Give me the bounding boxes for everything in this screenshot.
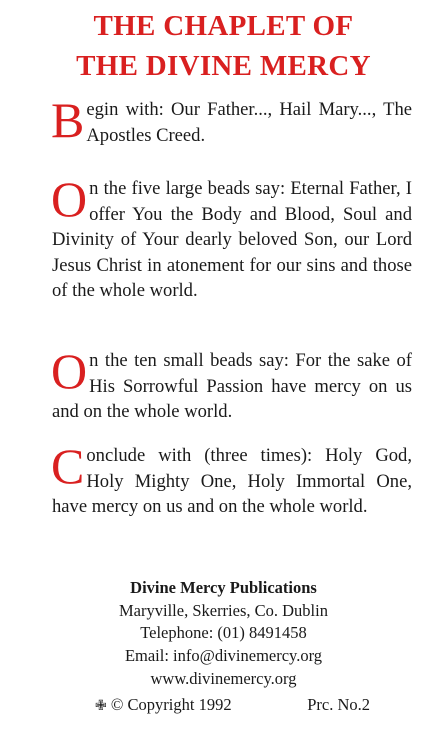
publisher-website: www.divinemercy.org bbox=[150, 669, 297, 688]
reference-number: Prc. No.2 bbox=[307, 695, 370, 714]
paragraph-text: onclude with (three times): Holy God, Holy Mighty One, Holy Immortal One, have mercy on us and on the whole world. bbox=[52, 445, 412, 517]
publisher-email: Email: info@divinemercy.org bbox=[124, 646, 323, 665]
cross-icon: ✙ bbox=[95, 698, 107, 714]
copyright-line bbox=[95, 694, 370, 717]
drop-cap: O bbox=[51, 171, 88, 227]
title-line-1: THE CHAPLET OF bbox=[93, 10, 354, 42]
copyright-text: © Copyright 1992 bbox=[110, 695, 232, 714]
paragraph-text: n the five large beads say: Eternal Father, I offer You the Body and Blood, Soul and Divinity of Your dearly beloved Son, our Lord Jesus Christ in atonement for our sins and those of the whole world. bbox=[52, 178, 412, 301]
publisher-telephone: Telephone: (01) 8491458 bbox=[140, 623, 307, 642]
paragraph-conclude bbox=[51, 438, 412, 520]
paragraph-begin bbox=[51, 92, 412, 148]
paragraph-text: egin with: Our Father..., Hail Mary..., The Apostles Creed. bbox=[86, 99, 412, 146]
paragraph-small-beads bbox=[51, 343, 412, 425]
drop-cap: B bbox=[51, 92, 85, 148]
drop-cap: O bbox=[51, 343, 88, 399]
paragraph-text: n the ten small beads say: For the sake of His Sorrowful Passion have mercy on us and on the whole world. bbox=[52, 350, 412, 422]
paragraph-large-beads bbox=[51, 171, 412, 304]
drop-cap: C bbox=[51, 438, 85, 494]
title-line-2: THE DIVINE MERCY bbox=[76, 50, 371, 82]
publisher-name: Divine Mercy Publications bbox=[130, 578, 317, 597]
publisher-address: Maryville, Skerries, Co. Dublin bbox=[119, 601, 328, 620]
